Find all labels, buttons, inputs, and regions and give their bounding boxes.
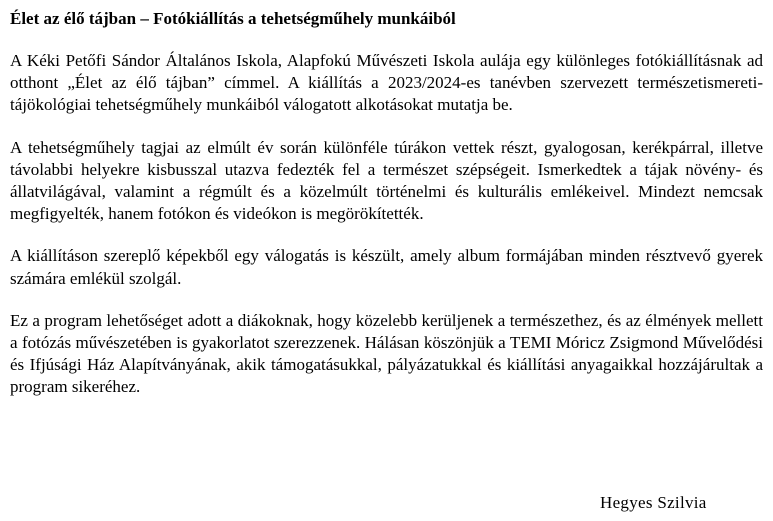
document-title: Élet az élő tájban – Fotókiállítás a tehetségműhely munkáiból bbox=[10, 9, 456, 28]
paragraph-intro: A Kéki Petőfi Sándor Általános Iskola, Alapfokú Művészeti Iskola aulája egy különleges fotókiállításnak ad otthont „Élet az élő tájban” címmel. A kiállítás a 2023/2024-es tanévben szervezett természetismereti-tájökológiai tehetségműhely munkáiból válogatott alkotásokat mutatja be. bbox=[10, 51, 763, 115]
author-signature: Hegyes Szilvia bbox=[600, 493, 707, 512]
paragraph-workshop: A tehetségműhely tagjai az elmúlt év során különféle túrákon vettek részt, gyalogosan, kerékpárral, illetve távolabbi helyekre kisbusszal utazva fedezték fel a természet szépségeit. Ismerkedtek a tájak növény- és állatvilágával, valamint a régmúlt és a közelmúlt történelmi és kulturális emlékeivel. Mindezt nemcsak megfigyelték, hanem fotókon és videókon is megörökítették. bbox=[10, 137, 763, 224]
paragraph-album: A kiállításon szereplő képekből egy válogatás is készült, amely album formájában minden résztvevő gyerek számára emlékül szolgál. bbox=[10, 246, 763, 288]
paragraph-thanks: Ez a program lehetőséget adott a diákoknak, hogy közelebb kerüljenek a természethez, és az élmények mellett a fotózás művészetében is gyakorlatot szerezzenek. Hálásan köszönjük a TEMI Móricz Zsigmond Művelődési és Ifjúsági Ház Alapítványának, akik támogatásukkal, pályázatukkal és kiállítási anyagaikkal hozzájárultak a program sikeréhez. bbox=[10, 310, 763, 397]
